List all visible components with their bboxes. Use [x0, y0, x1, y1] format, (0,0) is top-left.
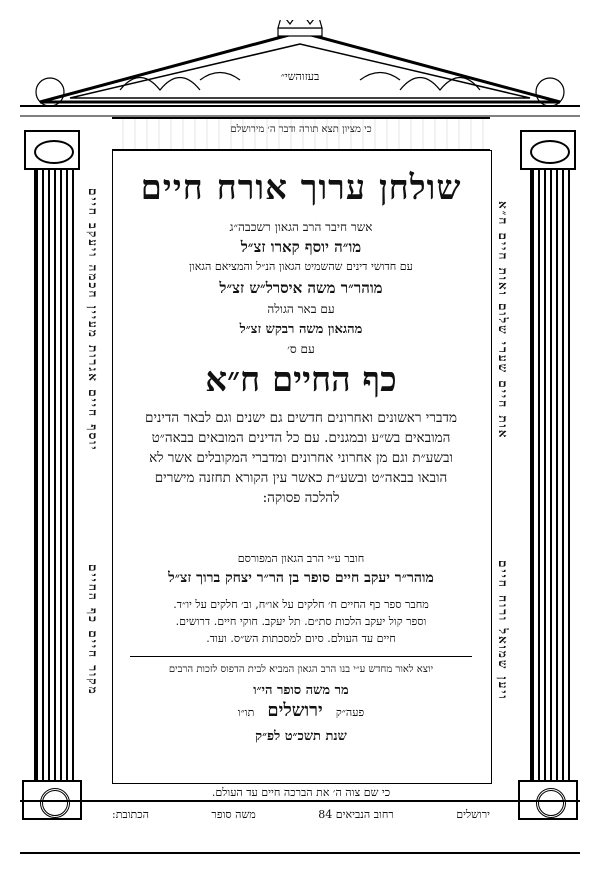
- works-line: מחבר ספר כף החיים ח׳ חלקים על או״ח, וב׳ חלקים על יו״ד.: [173, 598, 429, 611]
- address-street: רחוב הנביאים 84: [318, 808, 394, 821]
- left-column: [28, 130, 76, 820]
- place-name: ירושלים: [267, 700, 323, 721]
- publisher-name: מר משה סופר הי״ו: [253, 683, 349, 698]
- publish-line: יוצא לאור מחדש ע״י בנו הרב הגאון המביא לבית הדפוס לזכות הרבים: [168, 664, 434, 675]
- author-line-3: עם חדושי דינים שהשמיט הגאון הנ״ל והמציאם הגאון: [189, 260, 413, 273]
- composer-name: מוהר״ר יעקב חיים סופר בן הר״ר יצחק ברוך זצ״ל: [168, 570, 434, 586]
- right-side-text-2: ויען שמואל ורוח חיים: [496, 559, 510, 701]
- description-line: להלכה פסוקה:: [262, 490, 340, 506]
- description: [120, 408, 482, 508]
- ribbon-text: כי מציון תצא תורה ודבר ה׳ מירושלם: [230, 124, 372, 135]
- author-line-5: עם באר הגולה: [267, 302, 335, 316]
- main-title: שולחן ערוך אורח חיים: [140, 168, 462, 208]
- address-line: [112, 808, 490, 821]
- other-works: [120, 596, 482, 647]
- works-line: וספר קול יעקב הלכות סת״ם. תל יעקב. חוקי חיים. דרושים.: [175, 615, 427, 628]
- divider: [130, 656, 472, 657]
- left-side-text: יוסף חיים אגרות מעיין חכמה ויעקב חיים: [86, 188, 100, 452]
- works-line: חיים עד העולם. סיום למסכתות הש״ס. ועוד.: [206, 632, 396, 645]
- right-column: [524, 130, 572, 820]
- address-label: הכתובת:: [112, 808, 149, 821]
- year-line: שנת תשכ״ט לפ״ק: [255, 729, 347, 744]
- place-line: [120, 700, 482, 721]
- right-side-text: אות חיים שערי שלום ואות חיים ח״א: [496, 200, 510, 440]
- place-prefix: פעה״ק: [335, 706, 365, 719]
- crown-icon: [278, 20, 322, 36]
- author-line-4: מוהר״ר משה איסרל״ש זצ״ל: [219, 279, 383, 297]
- bottom-verse: כי שם צוה ה׳ את הברכה חיים עד העולם.: [211, 786, 391, 799]
- description-line: המובאים בש״ע ובמגנים. עם כל הדינים המובאים בבאה״ט: [151, 430, 451, 446]
- description-line: הובאו בבאה״ט ובשע״ת כאשר עין הקורא תחזנה מישרים: [154, 470, 448, 486]
- column-shaft: [530, 170, 570, 780]
- composed-by: חובר ע״י הרב הגאון המפורסם: [237, 552, 365, 565]
- top-inscription: בעזוהשי״: [280, 70, 320, 83]
- capital-ornament: [520, 130, 576, 170]
- address-name: משה סופר: [211, 808, 256, 821]
- left-side-text-2: מקור חיים כף החיים: [86, 564, 100, 696]
- author-line-2: מו״ה יוסף קארו זצ״ל: [240, 238, 362, 256]
- description-line: ובשע״ת וגם מן אחרוני אחרונים ומדברי המקובלים אשר לא: [149, 450, 453, 466]
- book-title: כף החיים ח״א: [205, 360, 397, 400]
- description-line: מדברי ראשונים ואחרונים חדשים גם ישנים וגם לבאר הדינים: [145, 410, 457, 426]
- author-line-6: מהגאון משה רבקש זצ״ל: [239, 322, 363, 337]
- author-line-1: אשר חיבר הרב הגאון רשכבה״ג: [229, 220, 373, 234]
- address-city: ירושלים: [456, 808, 490, 821]
- column-shaft: [34, 170, 74, 780]
- capital-ornament: [24, 130, 80, 170]
- place-suffix: תו״ו: [237, 706, 255, 719]
- with-label: עם ס׳: [287, 342, 315, 356]
